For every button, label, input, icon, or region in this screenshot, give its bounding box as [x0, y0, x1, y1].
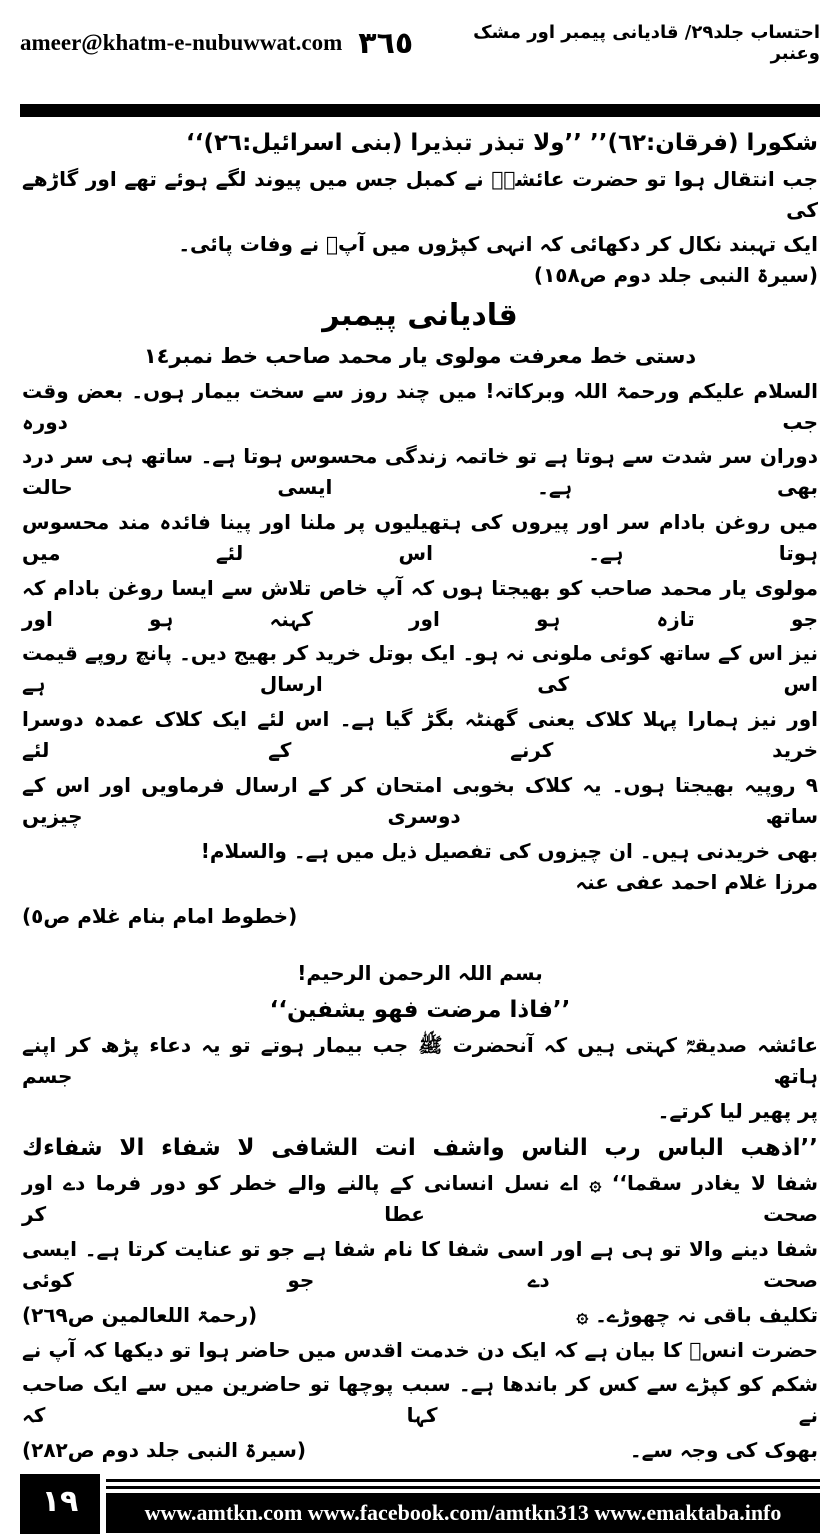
- letter-text: بھی خریدنی ہیں۔ ان چیزوں کی تفصیل ذیل میں ہے۔ والسلام!: [200, 838, 818, 863]
- citation: (خطوط امام بنام غلام ص٥): [22, 904, 298, 929]
- letter-citation: [22, 901, 818, 932]
- page-header: [20, 22, 820, 64]
- letter-line: مولوی یار محمد صاحب کو بھیجتا ہوں کہ آپ خاص تلاش سے ایسا روغن بادام کہ جو تازہ ہو اور کہنہ ہو اور: [22, 575, 818, 631]
- paragraph-line: [22, 1435, 818, 1466]
- header-page-number: ٣٦٥: [358, 25, 414, 61]
- letter-line: اور نیز ہمارا پہلا کلاک یعنی گھنٹہ بگڑ گیا ہے۔ اس لئے ایک کلاک عمدہ دوسرا خرید کرنے کے لئے: [22, 707, 818, 763]
- citation: (سیرۃ النبی جلد دوم ص٢٨٢): [22, 1437, 307, 1462]
- paragraph-text: ایک تہبند نکال کر دکھائی کہ انہی کپڑوں میں آپؐ نے وفات پائی۔: [178, 232, 818, 257]
- letter-line: السلام علیکم ورحمۃ اللہ وبرکاتہ! میں چند روز سے سخت بیمار ہوں۔ بعض وقت جب دورہ: [22, 378, 818, 434]
- dua-line: ’’اذھب الباس رب الناس واشف انت الشافی لا شفاء الا شفاءك: [22, 1134, 818, 1161]
- section-gap: [22, 936, 818, 954]
- verse: ’’فاذا مرضت فھو یشفین‘‘: [269, 996, 571, 1023]
- letter-line: [22, 836, 818, 898]
- letter-line: ٩ روپیہ بھیجتا ہوں۔ یہ کلاک بخوبی امتحان کر کے ارسال فرماویں اور اس کے ساتھ دوسری چیزیں: [22, 772, 818, 828]
- paragraph-line: حضرت انسؓ کا بیان ہے کہ ایک دن خدمت اقدس میں حاضر ہوا تو دیکھا کہ آپ نے: [22, 1337, 818, 1362]
- paragraph-line: [22, 229, 818, 291]
- letter-line: میں روغن بادام سر اور پیروں کی ہتھیلیوں پر ملنا اور پینا فائدہ مند محسوس ہوتا ہے۔ اس لئے میں: [22, 510, 818, 566]
- page-body: [22, 126, 818, 1466]
- footer-rule: [106, 1479, 820, 1482]
- signature: مرزا غلام احمد عفی عنہ: [575, 869, 818, 894]
- header-book-title: احتساب جلد٢٩/ قادیانی پیمبر اور مشک وعنبر: [473, 22, 820, 64]
- footer-page-number: ١٩: [20, 1474, 100, 1534]
- paragraph-line: پر پھیر لیا کرتے۔: [657, 1098, 818, 1123]
- citation: (سیرۃ النبی جلد دوم ص١٥٨): [533, 263, 818, 288]
- section-heading: قادیانی پیمبر: [322, 298, 518, 334]
- header-rule: [20, 104, 820, 117]
- footer-links: www.amtkn.com www.facebook.com/amtkn313 www.emaktaba.info: [106, 1493, 820, 1533]
- paragraph-text: تکلیف باقی نہ چھوڑے۔ ۞: [576, 1302, 818, 1327]
- paragraph-line: جب انتقال ہوا تو حضرت عائشہؓ نے کمبل جس میں پیوند لگے ہوئے تھے اور گاڑھے کی: [22, 166, 818, 222]
- quran-reference-line: شکورا (فرقان:٦٢)’’ ’’ولا تبذر تبذیرا (بنی اسرائیل:٢٦)‘‘: [186, 130, 818, 156]
- section-subheading: دستی خط معرفت مولوی یار محمد صاحب خط نمبر١٤: [143, 343, 697, 368]
- paragraph-text: بھوک کی وجہ سے۔: [629, 1437, 818, 1462]
- bismillah: بسم اللہ الرحمن الرحیم!: [297, 960, 543, 985]
- dua-line: شفا لا یغادر سقما‘‘ ۞ اے نسل انسانی کے پالنے والے خطر کو دور فرما دے اور صحت عطا کر: [22, 1171, 818, 1227]
- letter-line: نیز اس کے ساتھ کوئی ملونی نہ ہو۔ ایک بوتل خرید کر بھیج دیں۔ پانچ روپے قیمت اس کی ارسال ہے: [22, 641, 818, 697]
- letter-line: دوران سر شدت سے ہوتا ہے تو خاتمہ زندگی محسوس ہوتا ہے۔ ساتھ ہی سر درد بھی ہے۔ ایسی حالت: [22, 444, 818, 500]
- paragraph-line: شفا دینے والا تو ہی ہے اور اسی شفا کا نام شفا ہے جو تو عنایت کرتا ہے۔ ایسی صحت دے جو کوئی: [22, 1237, 818, 1293]
- footer-rule: [106, 1486, 820, 1489]
- header-email: ameer@khatm-e-nubuwwat.com: [20, 30, 343, 55]
- paragraph-line: [22, 1300, 818, 1331]
- citation: (رحمۃ اللعالمین ص٢٦٩): [22, 1302, 258, 1327]
- paragraph-line: شکم کو کپڑے سے کس کر باندھا ہے۔ سبب پوچھا تو حاضرین میں سے ایک صاحب نے کہا کہ: [22, 1372, 818, 1428]
- paragraph-line: عائشہ صدیقہؓ کہتی ہیں کہ آنحضرت ﷺ جب بیمار ہوتے تو یہ دعاء پڑھ کر اپنے ہاتھ جسم: [22, 1033, 818, 1089]
